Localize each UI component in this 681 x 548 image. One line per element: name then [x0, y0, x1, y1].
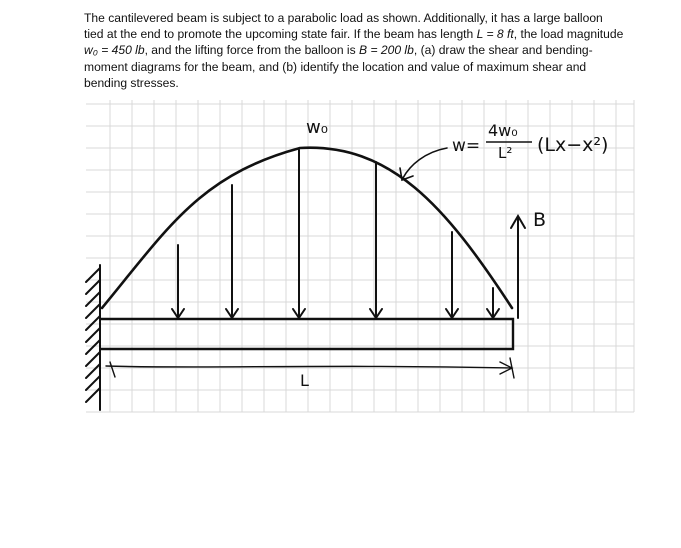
beam-length-label: L [300, 371, 309, 390]
problem-text-part-2: , the load magnitude [513, 27, 624, 42]
load-equation-numerator: 4w₀ [488, 121, 518, 140]
balloon-force-label: B [533, 209, 547, 231]
parabolic-load-curve [102, 148, 512, 308]
load-equation-rhs: (Lx−x²) [537, 134, 609, 156]
problem-text-part-4: , (a) draw the shear and bending-moment diagrams for the beam, and (b) identify the location and value of maximum shear and bending stresses. [84, 43, 593, 90]
load-equation-lhs: w= [452, 136, 481, 156]
problem-text-part-3: , and the lifting force from the balloon is [144, 43, 360, 58]
fixed-wall-support [86, 265, 100, 410]
problem-text-part-1: The cantilevered beam is subject to a parabolic load as shown. Additionally, it has a large balloon tied at the end to promote the upcoming state fair. If the beam has length [84, 11, 603, 42]
distributed-load-arrows [172, 150, 499, 318]
balloon-force-arrow [511, 216, 525, 318]
balloon-force-value: B = 200 lb [359, 43, 414, 58]
load-magnitude-value: w₀ = 450 lb [84, 43, 145, 58]
load-equation-denominator: L² [498, 144, 513, 162]
w0-label: w₀ [306, 117, 328, 138]
length-value: L = 8 ft [476, 27, 514, 42]
